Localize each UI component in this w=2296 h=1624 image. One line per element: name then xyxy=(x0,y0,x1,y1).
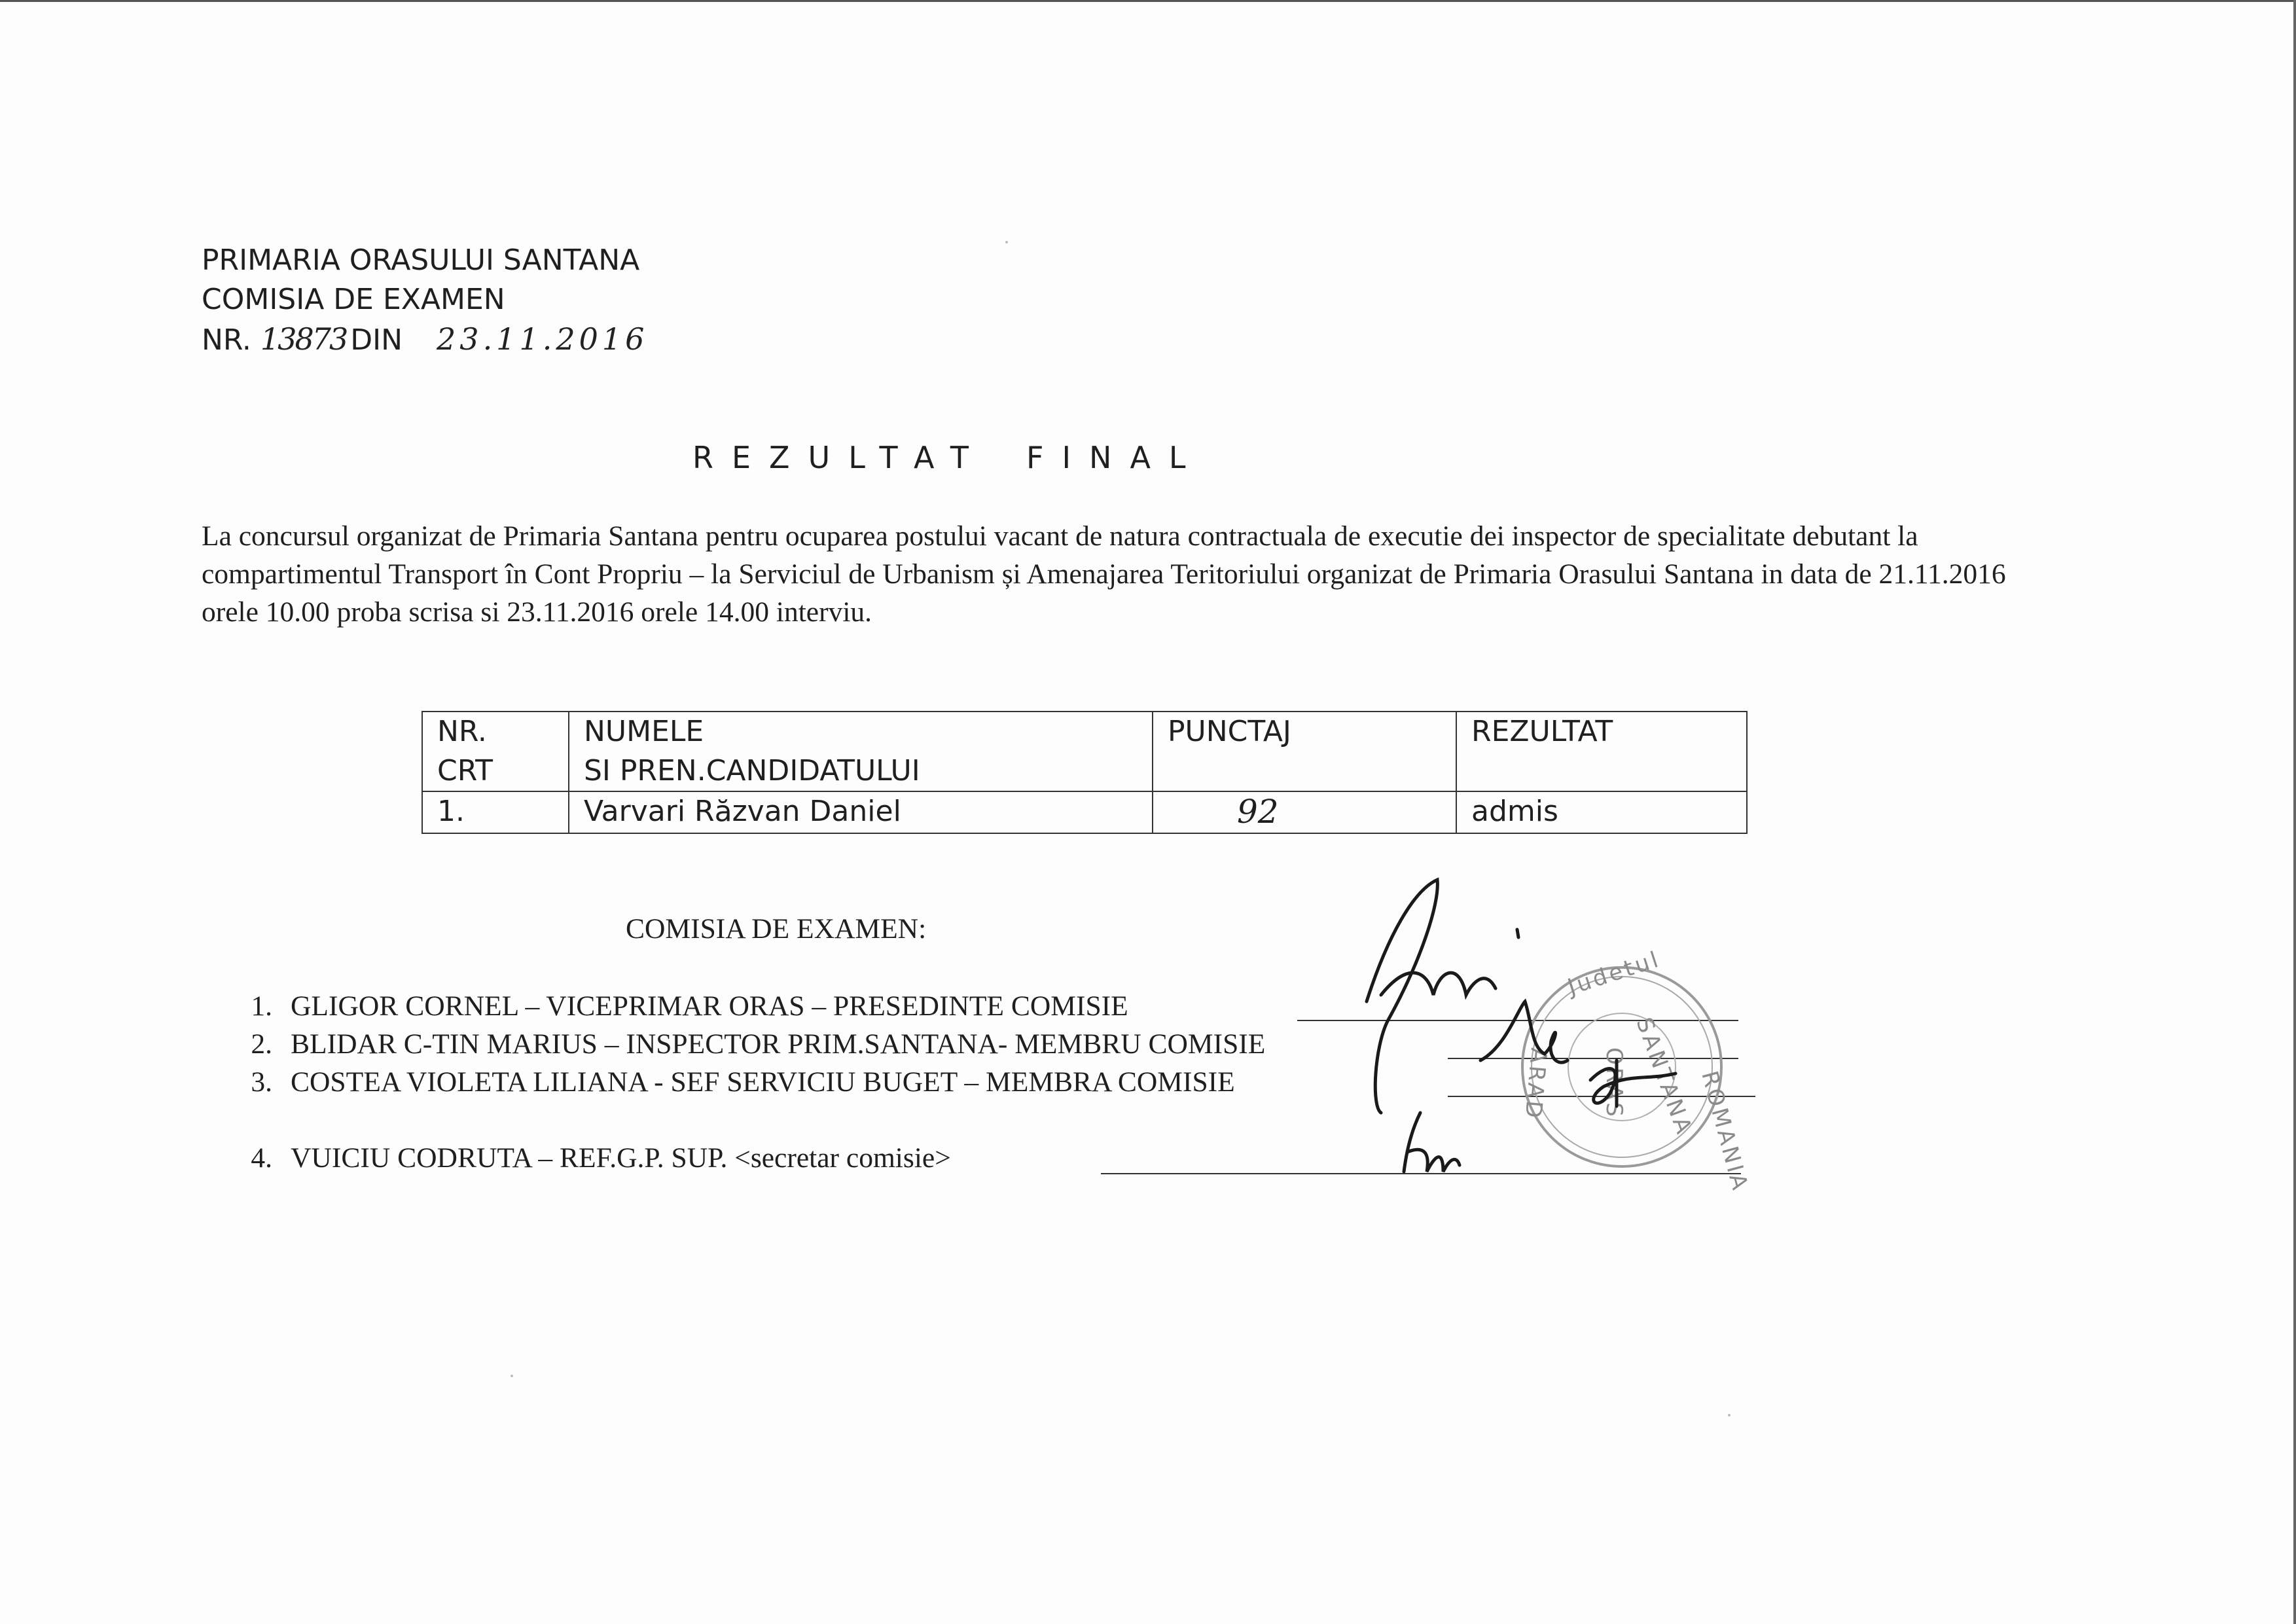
header-candidate-name: NUMELE SI PREN.CANDIDATULUI xyxy=(569,712,1153,791)
signature-member-3 xyxy=(1590,1060,1676,1106)
stamp-country-text: ROMANIA xyxy=(1696,1068,1754,1195)
contest-description: La concursul organizat de Primaria Santana pentru ocuparea postului vacant de natura contractuala de executie dei inspector de specialitate debutant la compartimentul Transport în Cont Propriu – la Serviciul de Urbanism și Amenajarea Teritoriului organizat de Primaria Orasului Santana in data de 21.11.2016 orele 10.00 proba scrisa si 23.11.2016 orele 14.00 interviu. xyxy=(202,520,2006,628)
nr-label: NR. xyxy=(202,323,251,357)
header-score: PUNCTAJ xyxy=(1153,712,1456,791)
stamp-town-text: SANTANA xyxy=(1630,1014,1698,1140)
signature-line-4 xyxy=(1101,1173,1741,1174)
stamp-county-text: Judetul xyxy=(1564,946,1664,1001)
scan-border-right xyxy=(2293,0,2296,1624)
stamp-region-text: ARAD xyxy=(1519,1047,1552,1122)
stamp-oras-text: ORAS xyxy=(1601,1047,1627,1119)
commission-member-1: 1. GLIGOR CORNEL – VICEPRIMAR ORAS – PRESEDINTE COMISIE xyxy=(251,990,1128,1022)
commission-heading: COMISIA DE EXAMEN: xyxy=(626,913,927,945)
din-label: DIN xyxy=(350,323,403,357)
registration-number: 13873 xyxy=(260,321,347,357)
row-candidate-name: Varvari Răzvan Daniel xyxy=(569,791,1153,833)
institution-name: PRIMARIA ORASULUI SANTANA xyxy=(202,244,640,277)
scan-speck xyxy=(511,1375,513,1377)
row-score: 92 xyxy=(1153,791,1456,833)
commission-member-2: 2. BLIDAR C-TIN MARIUS – INSPECTOR PRIM.SANTANA- MEMBRU COMISIE xyxy=(251,1028,1266,1060)
signature-secretary xyxy=(1404,1113,1460,1172)
header-nr-crt: NR. CRT xyxy=(422,712,569,791)
signature-president xyxy=(1367,880,1518,1113)
signature-line-3 xyxy=(1448,1096,1755,1097)
table-row xyxy=(422,791,1747,833)
table-header-row xyxy=(422,712,1747,791)
signature-line-2 xyxy=(1448,1058,1738,1059)
row-result: admis xyxy=(1456,791,1747,833)
commission-member-4: 4. VUICIU CODRUTA – REF.G.P. SUP. <secretar comisie> xyxy=(251,1142,951,1174)
document-title xyxy=(692,440,1204,475)
signature-member-2 xyxy=(1480,1001,1568,1062)
scan-border-top xyxy=(0,0,2296,2)
registration-date: 23.11.2016 xyxy=(437,321,649,357)
commission-member-3: 3. COSTEA VIOLETA LILIANA - SEF SERVICIU BUGET – MEMBRA COMISIE xyxy=(251,1066,1235,1098)
title-word-1: REZULTAT xyxy=(692,440,988,475)
official-stamp xyxy=(1519,946,1753,1195)
row-nr: 1. xyxy=(422,791,569,833)
registration-line xyxy=(202,319,648,360)
results-table xyxy=(422,711,1748,834)
signature-line-1 xyxy=(1297,1020,1738,1021)
header-result: REZULTAT xyxy=(1456,712,1747,791)
title-word-2: FINAL xyxy=(1026,440,1204,475)
scan-speck xyxy=(1728,1414,1731,1416)
document-header xyxy=(202,241,648,360)
commission-name: COMISIA DE EXAMEN xyxy=(202,283,505,316)
scan-speck xyxy=(1005,241,1008,244)
